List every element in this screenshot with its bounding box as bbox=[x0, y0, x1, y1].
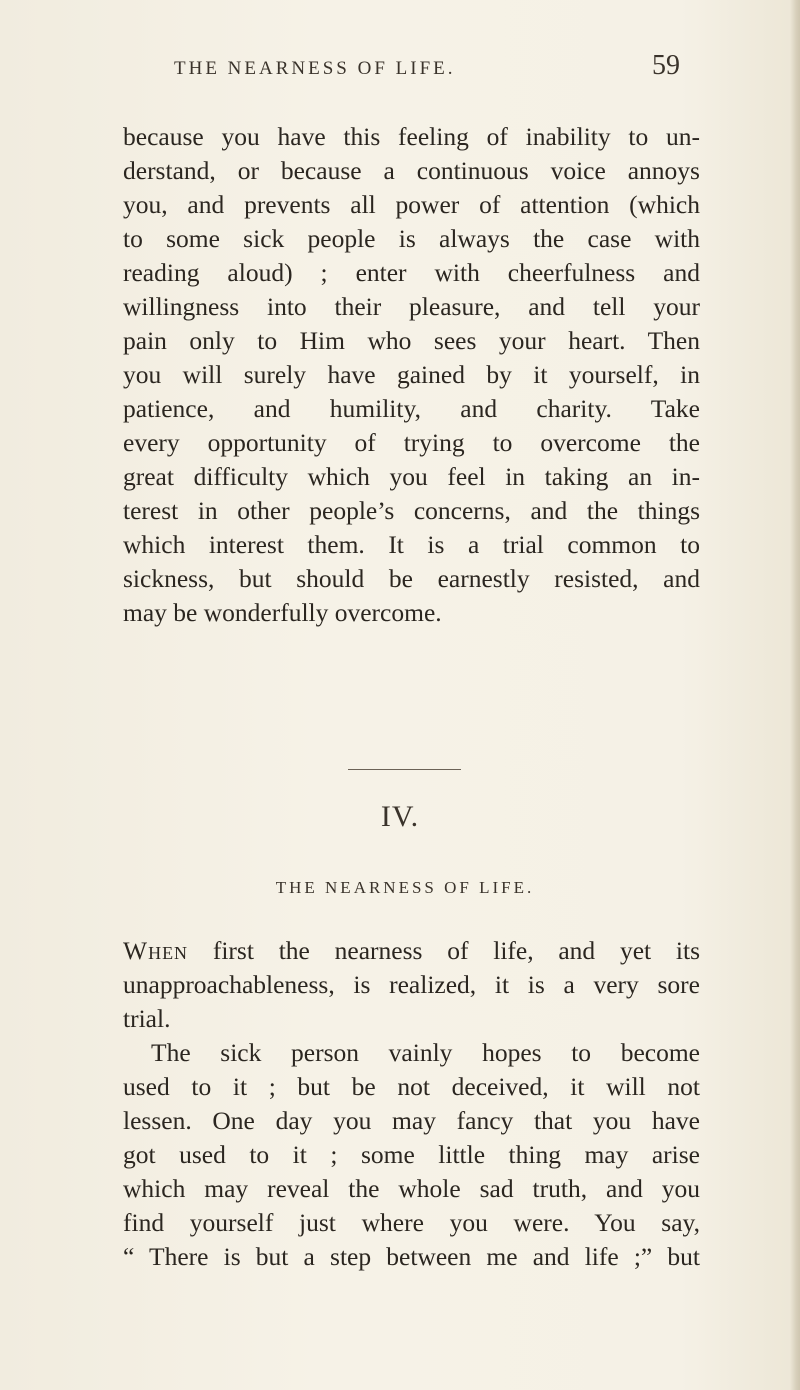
page-edge-shadow bbox=[790, 0, 800, 1390]
text-line: reading aloud) ; enter with cheerfulness and bbox=[123, 258, 700, 287]
text-line: may be wonderfully overcome. bbox=[123, 598, 442, 627]
text-line: The sick person vainly hopes to become bbox=[151, 1038, 700, 1067]
text-line: which interest them. It is a trial common to bbox=[123, 530, 700, 559]
section-divider bbox=[348, 769, 461, 770]
text-line: great difficulty which you feel in taking an in- bbox=[123, 462, 700, 491]
text-line: willingness into their pleasure, and tell your bbox=[123, 292, 700, 321]
opening-word: When bbox=[123, 936, 189, 965]
page-number: 59 bbox=[652, 50, 680, 81]
text-line: lessen. One day you may fancy that you have bbox=[123, 1106, 700, 1135]
text-line: you will surely have gained by it yourself, in bbox=[123, 360, 700, 389]
text-line: find yourself just where you were. You say, bbox=[123, 1208, 700, 1237]
text-line: got used to it ; some little thing may arise bbox=[123, 1140, 700, 1169]
paragraph-previous-section bbox=[123, 120, 700, 630]
paragraph-opening bbox=[123, 934, 700, 1036]
text-line bbox=[123, 934, 700, 968]
text-line: “ There is but a step between me and life ;” but bbox=[123, 1242, 700, 1271]
running-head: THE NEARNESS OF LIFE. bbox=[174, 58, 456, 79]
text-line: every opportunity of trying to overcome the bbox=[123, 428, 700, 457]
section-number: IV. bbox=[380, 800, 420, 833]
text-line: pain only to Him who sees your heart. Then bbox=[123, 326, 700, 355]
text-line: trial. bbox=[123, 1004, 171, 1033]
text-line-rest: first the nearness of life, and yet its bbox=[188, 936, 700, 965]
text-line: derstand, or because a continuous voice annoys bbox=[123, 156, 700, 185]
text-line: sickness, but should be earnestly resisted, and bbox=[123, 564, 700, 593]
text-line: unapproachableness, is realized, it is a very sore bbox=[123, 970, 700, 999]
text-line: which may reveal the whole sad truth, and you bbox=[123, 1174, 700, 1203]
text-line: you, and prevents all power of attention (which bbox=[123, 190, 700, 219]
text-line: patience, and humility, and charity. Take bbox=[123, 394, 700, 423]
text-line: to some sick people is always the case with bbox=[123, 224, 700, 253]
text-line: used to it ; but be not deceived, it will not bbox=[123, 1072, 700, 1101]
text-line: terest in other people’s concerns, and the things bbox=[123, 496, 700, 525]
section-title: THE NEARNESS OF LIFE. bbox=[275, 878, 535, 897]
text-line: because you have this feeling of inability to un- bbox=[123, 122, 700, 151]
paragraph-second bbox=[123, 1036, 700, 1274]
